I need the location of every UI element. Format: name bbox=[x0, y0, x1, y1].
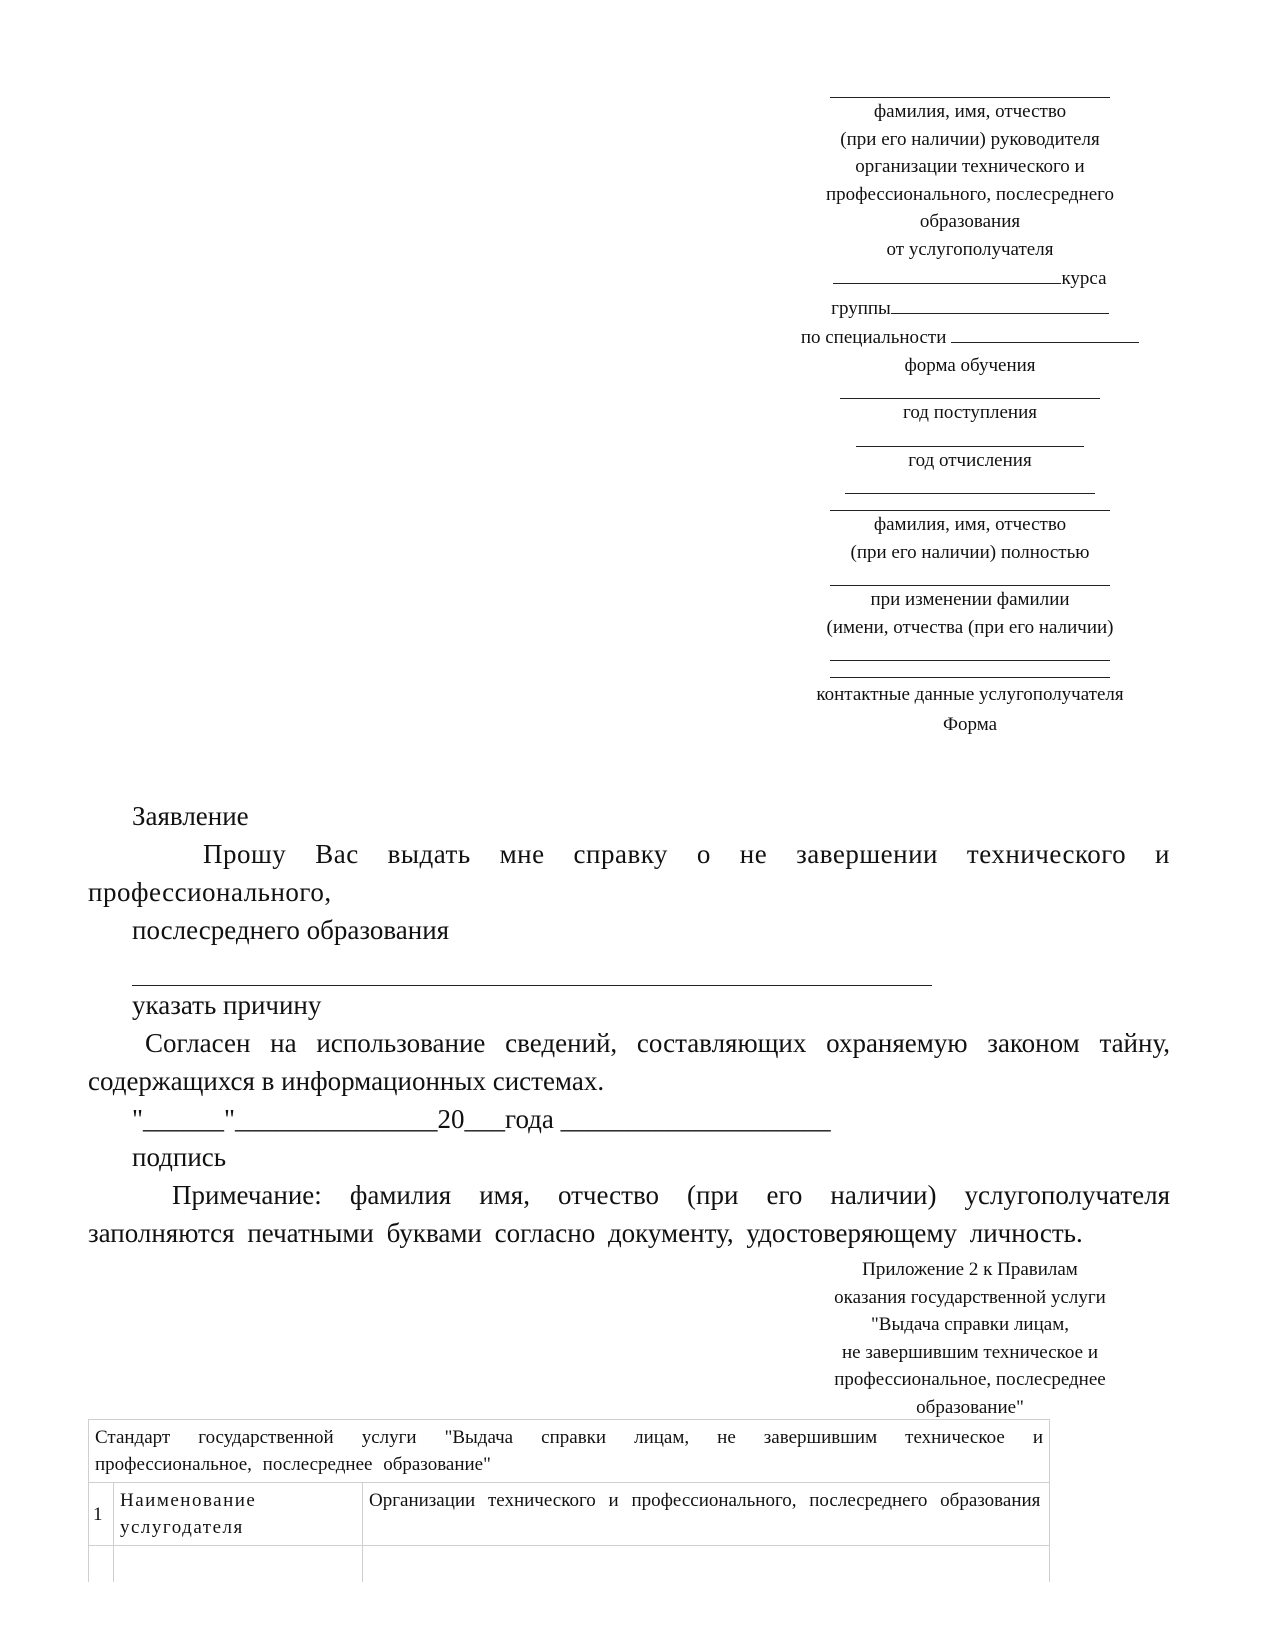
study-form-label: форма обучения bbox=[904, 354, 1036, 376]
name-change-blank[interactable] bbox=[830, 566, 1110, 586]
fio-full-line: фамилия, имя, отчество bbox=[873, 514, 1067, 535]
appendix-line: Приложение 2 к Правилам bbox=[862, 1259, 1078, 1280]
addressee-line: фамилия, имя, отчество bbox=[873, 101, 1067, 122]
addressee-line: (при его наличии) руководителя bbox=[840, 128, 1100, 150]
group-field bbox=[770, 293, 1170, 323]
signature-label: подпись bbox=[132, 1142, 227, 1172]
blank-line bbox=[830, 78, 1110, 98]
empty-cell bbox=[89, 1546, 114, 1583]
reason-blank[interactable] bbox=[132, 949, 932, 986]
study-form-blank[interactable] bbox=[840, 379, 1100, 399]
appendix-line: "Выдача справки лицам, bbox=[871, 1314, 1069, 1335]
course-label: курса bbox=[1061, 268, 1107, 289]
table-row-empty bbox=[89, 1546, 1050, 1583]
table-header-row bbox=[89, 1420, 1050, 1483]
reason-label: указать причину bbox=[132, 990, 322, 1020]
row-label: Наименование услугодателя bbox=[114, 1483, 363, 1546]
specialty-blank[interactable] bbox=[951, 322, 1139, 343]
group-label: группы bbox=[831, 297, 891, 319]
addressee-line: образования bbox=[919, 211, 1021, 232]
row-number: 1 bbox=[89, 1483, 114, 1546]
form-label: Форма bbox=[942, 713, 998, 735]
appendix-block bbox=[760, 1256, 1180, 1421]
note-text: Примечание: фамилия имя, отчество (при его наличии) услугополучателя заполняются печатными буквами согласно документу, удостоверяющему личность. bbox=[88, 1180, 1170, 1248]
addressee-block bbox=[770, 78, 1170, 738]
row-value: Организации технического и профессионального, послесреднего образования bbox=[363, 1483, 1050, 1546]
contacts-blank[interactable] bbox=[830, 641, 1110, 661]
empty-cell bbox=[363, 1546, 1050, 1583]
appendix-line: оказания государственной услуги bbox=[834, 1286, 1106, 1308]
specialty-field bbox=[770, 322, 1170, 352]
group-blank[interactable] bbox=[891, 293, 1109, 314]
addressee-line: от услугополучателя bbox=[886, 238, 1054, 260]
course-field bbox=[770, 263, 1170, 293]
appendix-line: не завершившим техническое и bbox=[842, 1341, 1098, 1363]
table-header: Стандарт государственной услуги "Выдача справки лицам, не завершившим техническое и профессиональное, послесреднее образование" bbox=[89, 1420, 1050, 1483]
request-continuation: послесреднего образования bbox=[132, 915, 450, 945]
fio-full-line: (при его наличии) полностью bbox=[850, 541, 1090, 563]
specialty-label: по специальности bbox=[800, 327, 947, 348]
expulsion-year-blank[interactable] bbox=[845, 474, 1095, 494]
contacts-blank-2[interactable] bbox=[830, 661, 1110, 678]
empty-cell bbox=[114, 1546, 363, 1583]
statement-title: Заявление bbox=[132, 801, 249, 831]
statement-body bbox=[88, 797, 1170, 1252]
consent-text: Согласен на использование сведений, составляющих охраняемую законом тайну, содержащихся в информационных системах. bbox=[88, 1028, 1170, 1096]
addressee-line: организации технического и bbox=[855, 156, 1085, 177]
standard-table bbox=[88, 1419, 1050, 1582]
addressee-line: профессионального, послесреднего bbox=[826, 183, 1114, 205]
name-change-line: при изменении фамилии bbox=[870, 589, 1070, 610]
name-change-line: (имени, отчества (при его наличии) bbox=[826, 616, 1114, 638]
appendix-line: образование" bbox=[916, 1396, 1024, 1418]
entry-year-label: год поступления bbox=[903, 402, 1037, 423]
course-blank[interactable] bbox=[833, 263, 1061, 284]
fio-full-blank[interactable] bbox=[830, 494, 1110, 511]
contacts-label: контактные данные услугополучателя bbox=[816, 684, 1124, 705]
entry-year-blank[interactable] bbox=[856, 427, 1084, 447]
date-line[interactable]: "______"_______________20___года ____________________ bbox=[132, 1104, 831, 1134]
expulsion-year-label: год отчисления bbox=[908, 449, 1032, 471]
table-row bbox=[89, 1483, 1050, 1546]
request-text: Прошу Вас выдать мне справку о не завершении технического и профессионального, bbox=[88, 839, 1170, 907]
appendix-line: профессиональное, послесреднее bbox=[834, 1369, 1106, 1390]
